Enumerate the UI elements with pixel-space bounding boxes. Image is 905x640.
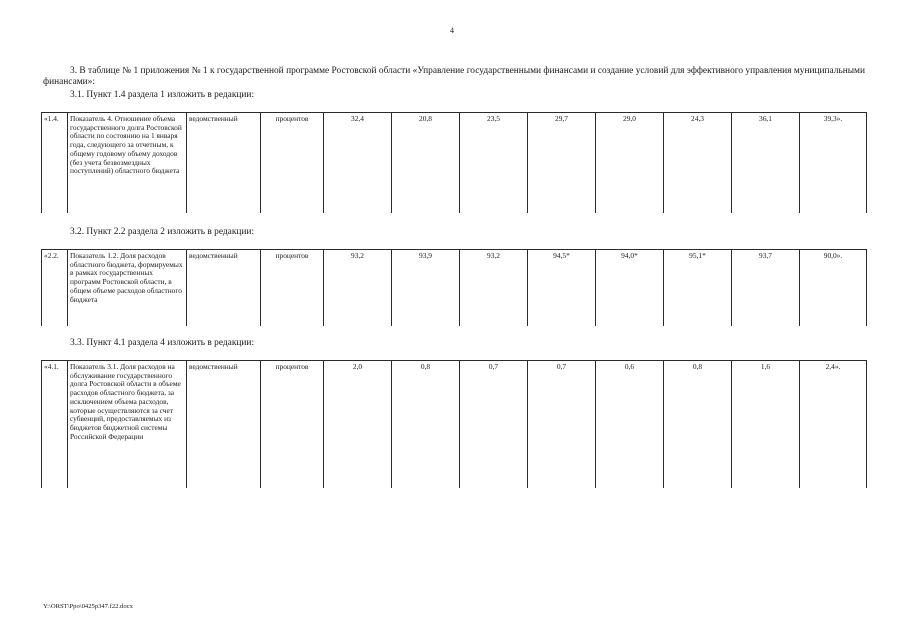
value-cell: 36,1 [732,113,800,214]
page-number: 4 [450,26,454,35]
row-number: «4.1. [42,361,68,489]
value-cell: 1,6 [732,361,800,489]
value-cell: 29,7 [528,113,596,214]
value-cell: 23,5 [460,113,528,214]
indicator-table-2-2 [41,249,867,326]
value-cell: 0,8 [392,361,460,489]
value-cell: 2,4». [800,361,867,489]
table-row [42,361,867,489]
indicator-name: Показатель 3.1. Доля расходов на обслуживание государственного долга Ростовской области в объеме расходов областного бюджета, за исключением объема расходов, которые осуществляются за счет субвенций, предоставляемых из бюджетов бюджетной системы Российской Федерации [68,361,187,489]
value-cell: 93,7 [732,250,800,327]
row-number: «2.2. [42,250,68,327]
row-number: «1.4. [42,113,68,214]
indicator-name: Показатель 1.2. Доля расходов областного бюджета, формируемых в рамках государственных программ Ростовской области, в общем объеме расходов областного бюджета [68,250,187,327]
value-cell: 24,3 [664,113,732,214]
indicator-type: ведомственный [187,250,261,327]
section-heading-3-3: 3.3. Пункт 4.1 раздела 4 изложить в редакции: [70,338,255,348]
value-cell: 90,0». [800,250,867,327]
value-cell: 20,8 [392,113,460,214]
indicator-name: Показатель 4. Отношение объема государственного долга Ростовской области по состоянию на 1 января года, следующего за отчетным, к общему годовому объему доходов (без учета безвозмездных поступлений) областного бюджета [68,113,187,214]
value-cell: 29,0 [596,113,664,214]
value-cell: 93,2 [460,250,528,327]
indicator-type: ведомственный [187,113,261,214]
section-heading-3-1: 3.1. Пункт 1.4 раздела 1 изложить в редакции: [70,90,255,100]
unit-of-measure: процентов [261,113,324,214]
unit-of-measure: процентов [261,250,324,327]
section-heading-3-2: 3.2. Пункт 2.2 раздела 2 изложить в редакции: [70,227,255,237]
file-path-footer: Y:\ORST\Ppo\0425p347.f22.docx [43,603,133,610]
intro-paragraph: 3. В таблице № 1 приложения № 1 к государственной программе Ростовской области «Управление государственными финансами и создание условий для эффективного управления муниципальными финансами»: [43,66,865,87]
unit-of-measure: процентов [261,361,324,489]
indicator-table-1-4 [41,112,867,213]
table-row [42,250,867,327]
value-cell: 2,0 [324,361,392,489]
value-cell: 0,7 [528,361,596,489]
value-cell: 39,3». [800,113,867,214]
value-cell: 0,8 [664,361,732,489]
value-cell: 93,9 [392,250,460,327]
value-cell: 93,2 [324,250,392,327]
value-cell: 32,4 [324,113,392,214]
indicator-table-4-1 [41,360,867,488]
value-cell: 0,6 [596,361,664,489]
table-row [42,113,867,214]
value-cell: 94,5* [528,250,596,327]
value-cell: 94,0* [596,250,664,327]
value-cell: 0,7 [460,361,528,489]
indicator-type: ведомственный [187,361,261,489]
value-cell: 95,1* [664,250,732,327]
